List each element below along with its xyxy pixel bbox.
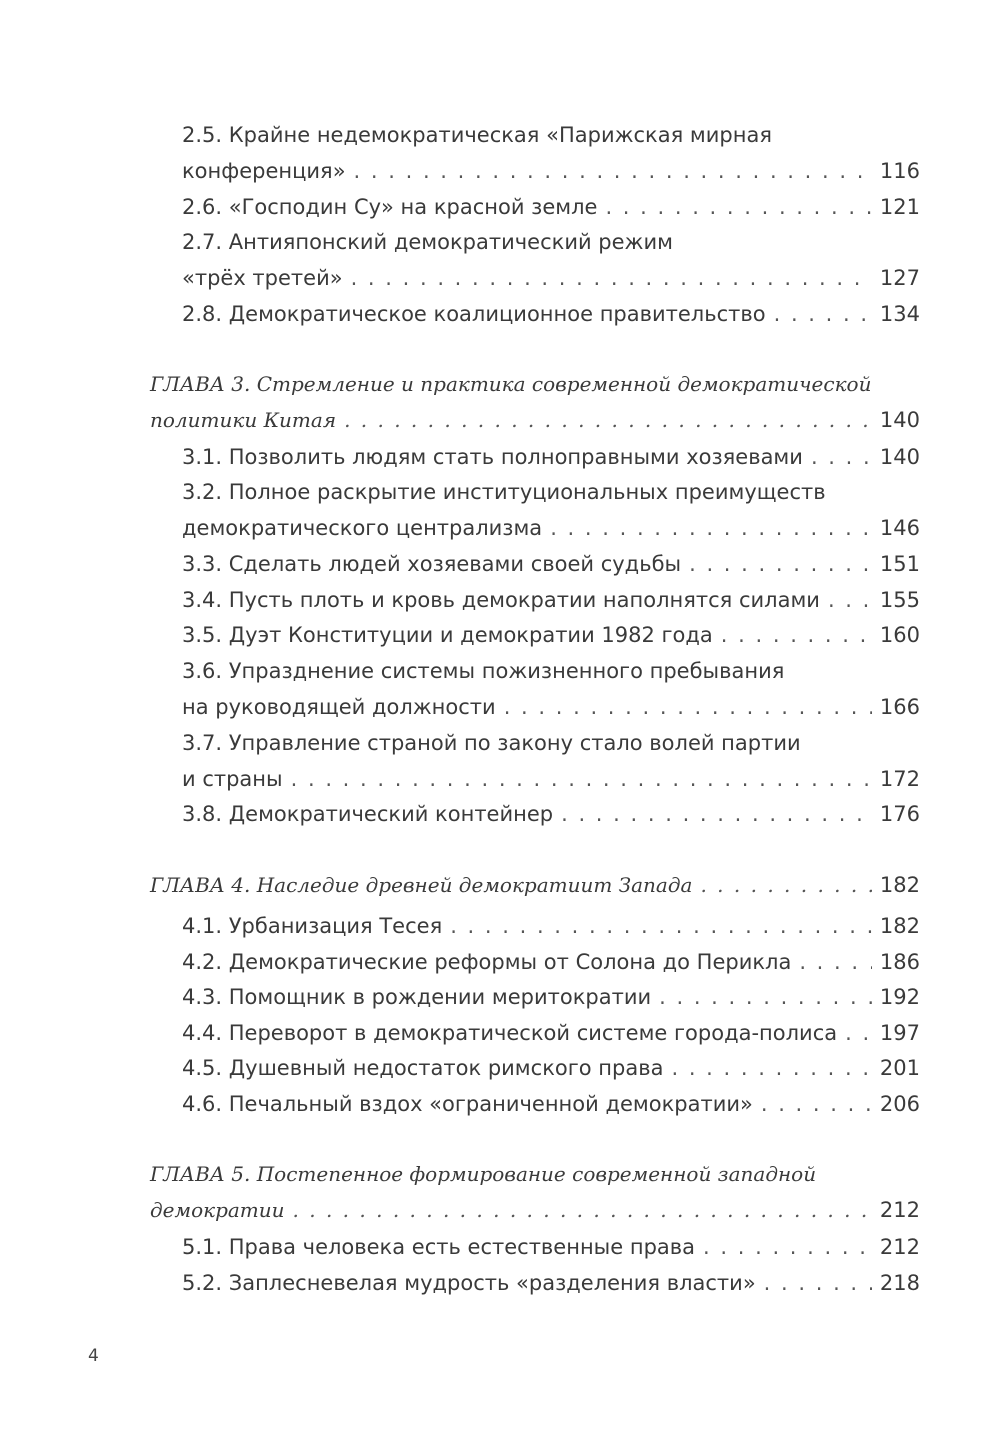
toc-entry-line <box>182 617 920 653</box>
toc-entry-line <box>182 1265 920 1301</box>
toc-page-number: 182 <box>879 914 920 938</box>
toc-entry <box>182 1265 920 1301</box>
toc-entry-line <box>182 439 920 475</box>
dot-leader <box>450 908 872 944</box>
toc-chapter-title: ГЛАВА 3. Стремление и практика современной демократической <box>150 372 872 396</box>
dot-leader <box>811 439 872 475</box>
dot-leader <box>291 761 872 797</box>
toc-entry <box>182 908 920 944</box>
dot-leader <box>700 867 871 903</box>
dot-leader <box>761 1086 872 1122</box>
dot-leader <box>764 1265 872 1301</box>
toc-entry-title: конференция» <box>182 159 346 183</box>
toc-page-number: 121 <box>879 195 920 219</box>
toc-entry <box>182 617 920 653</box>
toc-entry-title: 4.2. Демократические реформы от Солона до Перикла <box>182 950 792 974</box>
toc-entry-line <box>150 1156 920 1192</box>
toc-page-number: 127 <box>879 266 920 290</box>
toc-entry-line <box>182 944 920 980</box>
toc-entry-title: демократического централизма <box>182 516 543 540</box>
toc-entry-title: 3.8. Демократический контейнер <box>182 802 554 826</box>
dot-leader <box>721 617 872 653</box>
toc-entry-title: 5.1. Права человека есть естественные права <box>182 1235 696 1259</box>
toc-entry-title: 4.1. Урбанизация Тесея <box>182 914 443 938</box>
dot-leader <box>799 944 872 980</box>
toc-entry-line <box>182 1086 920 1122</box>
toc-entry-title: 2.8. Демократическое коалиционное правительство <box>182 302 766 326</box>
toc-entry-title: 4.3. Помощник в рождении меритократии <box>182 985 652 1009</box>
toc-entry-title: 4.5. Душевный недостаток римского права <box>182 1056 664 1080</box>
toc-entry-title: 2.5. Крайне недемократическая «Парижская мирная <box>182 123 772 147</box>
dot-leader <box>774 296 872 332</box>
toc-page-number: 151 <box>879 552 920 576</box>
toc-chapter-entry <box>150 1156 920 1228</box>
toc-page-number: 192 <box>879 985 920 1009</box>
toc-entry-line <box>150 366 920 402</box>
toc-page-number: 116 <box>879 159 920 183</box>
toc-page-number: 206 <box>879 1092 920 1116</box>
dot-leader <box>828 582 872 618</box>
toc-entry-line <box>182 582 920 618</box>
toc-entry-title: 2.6. «Господин Су» на красной земле <box>182 195 598 219</box>
toc-entry-line <box>182 979 920 1015</box>
toc-entry-line <box>182 189 920 225</box>
toc-entry <box>182 796 920 832</box>
dot-leader <box>689 546 872 582</box>
toc-entry <box>182 474 920 546</box>
toc-entry-line <box>182 1229 920 1265</box>
toc-page-number: 160 <box>879 623 920 647</box>
toc-entry <box>182 582 920 618</box>
toc-entry <box>182 1229 920 1265</box>
toc-chapter-entry <box>150 366 920 438</box>
toc-entry-line <box>182 224 920 260</box>
toc-chapter-entry <box>150 867 920 903</box>
toc-entry <box>182 224 920 296</box>
toc-entry-line <box>182 1015 920 1051</box>
toc-page-number: 176 <box>879 802 920 826</box>
toc-entry-title: на руководящей должности <box>182 695 496 719</box>
dot-leader <box>703 1229 872 1265</box>
toc-entry-title: 3.7. Управление страной по закону стало волей партии <box>182 731 801 755</box>
toc-entry <box>182 979 920 1015</box>
toc-entry-line <box>182 653 920 689</box>
toc-page-number: 146 <box>879 516 920 540</box>
toc-entry-title: 3.4. Пусть плоть и кровь демократии наполнятся силами <box>182 588 820 612</box>
dot-leader <box>351 260 872 296</box>
toc-entry <box>182 117 920 189</box>
toc-page-number: 186 <box>879 950 920 974</box>
toc-entry-line <box>182 260 920 296</box>
toc-entry <box>182 1015 920 1051</box>
toc-entry <box>182 944 920 980</box>
toc-entry-line <box>182 796 920 832</box>
toc-entry-line <box>182 761 920 797</box>
toc-entry-title: 4.4. Переворот в демократической системе города-полиса <box>182 1021 838 1045</box>
toc-page-number: 140 <box>879 408 920 432</box>
dot-leader <box>605 189 871 225</box>
toc-entry-title: 2.7. Антияпонский демократический режим <box>182 230 673 254</box>
toc-entry-line <box>182 153 920 189</box>
toc-entry <box>182 653 920 725</box>
toc-entry-line <box>150 1192 920 1228</box>
toc-entry-title: 3.3. Сделать людей хозяевами своей судьбы <box>182 552 682 576</box>
toc-page-number: 172 <box>879 767 920 791</box>
toc-entry-line <box>182 908 920 944</box>
dot-leader <box>845 1015 872 1051</box>
toc-page-number: 212 <box>879 1198 920 1222</box>
toc-chapter-title: политики Китая <box>150 408 337 432</box>
toc-entry-title: 5.2. Заплесневелая мудрость «разделения власти» <box>182 1271 756 1295</box>
toc-chapter-title: ГЛАВА 5. Постепенное формирование современной западной <box>150 1162 817 1186</box>
dot-leader <box>659 979 872 1015</box>
toc-page-number: 166 <box>879 695 920 719</box>
toc-page-number: 155 <box>879 588 920 612</box>
toc-entry <box>182 725 920 797</box>
toc-entry-line <box>182 546 920 582</box>
toc-entry <box>182 439 920 475</box>
toc-entry-line <box>182 296 920 332</box>
toc-entry-line <box>150 867 920 903</box>
dot-leader <box>504 689 872 725</box>
dot-leader <box>293 1192 872 1228</box>
toc-entry-line <box>182 474 920 510</box>
toc-page-number: 212 <box>879 1235 920 1259</box>
toc-entry <box>182 1086 920 1122</box>
toc-entry-title: и страны <box>182 767 283 791</box>
toc-entry <box>182 1050 920 1086</box>
page-number: 4 <box>88 1346 99 1366</box>
toc-entry-title: 3.6. Упразднение системы пожизненного пребывания <box>182 659 785 683</box>
toc-entry-title: 3.5. Дуэт Конституции и демократии 1982 года <box>182 623 713 647</box>
toc-entry-line <box>182 510 920 546</box>
dot-leader <box>561 796 872 832</box>
toc-page-number: 201 <box>879 1056 920 1080</box>
toc-page-number: 218 <box>879 1271 920 1295</box>
toc-entry-title: 3.1. Позволить людям стать полноправными хозяевами <box>182 445 803 469</box>
toc-entry-line <box>150 402 920 438</box>
toc-chapter-title: ГЛАВА 4. Наследие древней демократиит Запада <box>150 873 693 897</box>
toc-entry <box>182 189 920 225</box>
toc-page-number: 134 <box>879 302 920 326</box>
toc-entry <box>182 546 920 582</box>
toc-entry <box>182 296 920 332</box>
dot-leader <box>354 153 872 189</box>
toc-entry-line <box>182 117 920 153</box>
toc-entry-line <box>182 725 920 761</box>
toc-entry-line <box>182 689 920 725</box>
toc-entry-title: «трёх третей» <box>182 266 343 290</box>
dot-leader <box>344 402 872 438</box>
toc-chapter-title: демократии <box>150 1198 285 1222</box>
dot-leader <box>550 510 872 546</box>
dot-leader <box>671 1050 871 1086</box>
toc-entry-line <box>182 1050 920 1086</box>
toc-page-number: 197 <box>879 1021 920 1045</box>
toc-entry-title: 4.6. Печальный вздох «ограниченной демократии» <box>182 1092 753 1116</box>
toc-page-number: 140 <box>879 445 920 469</box>
toc-page-number: 182 <box>879 873 920 897</box>
toc-entry-title: 3.2. Полное раскрытие институциональных преимуществ <box>182 480 826 504</box>
